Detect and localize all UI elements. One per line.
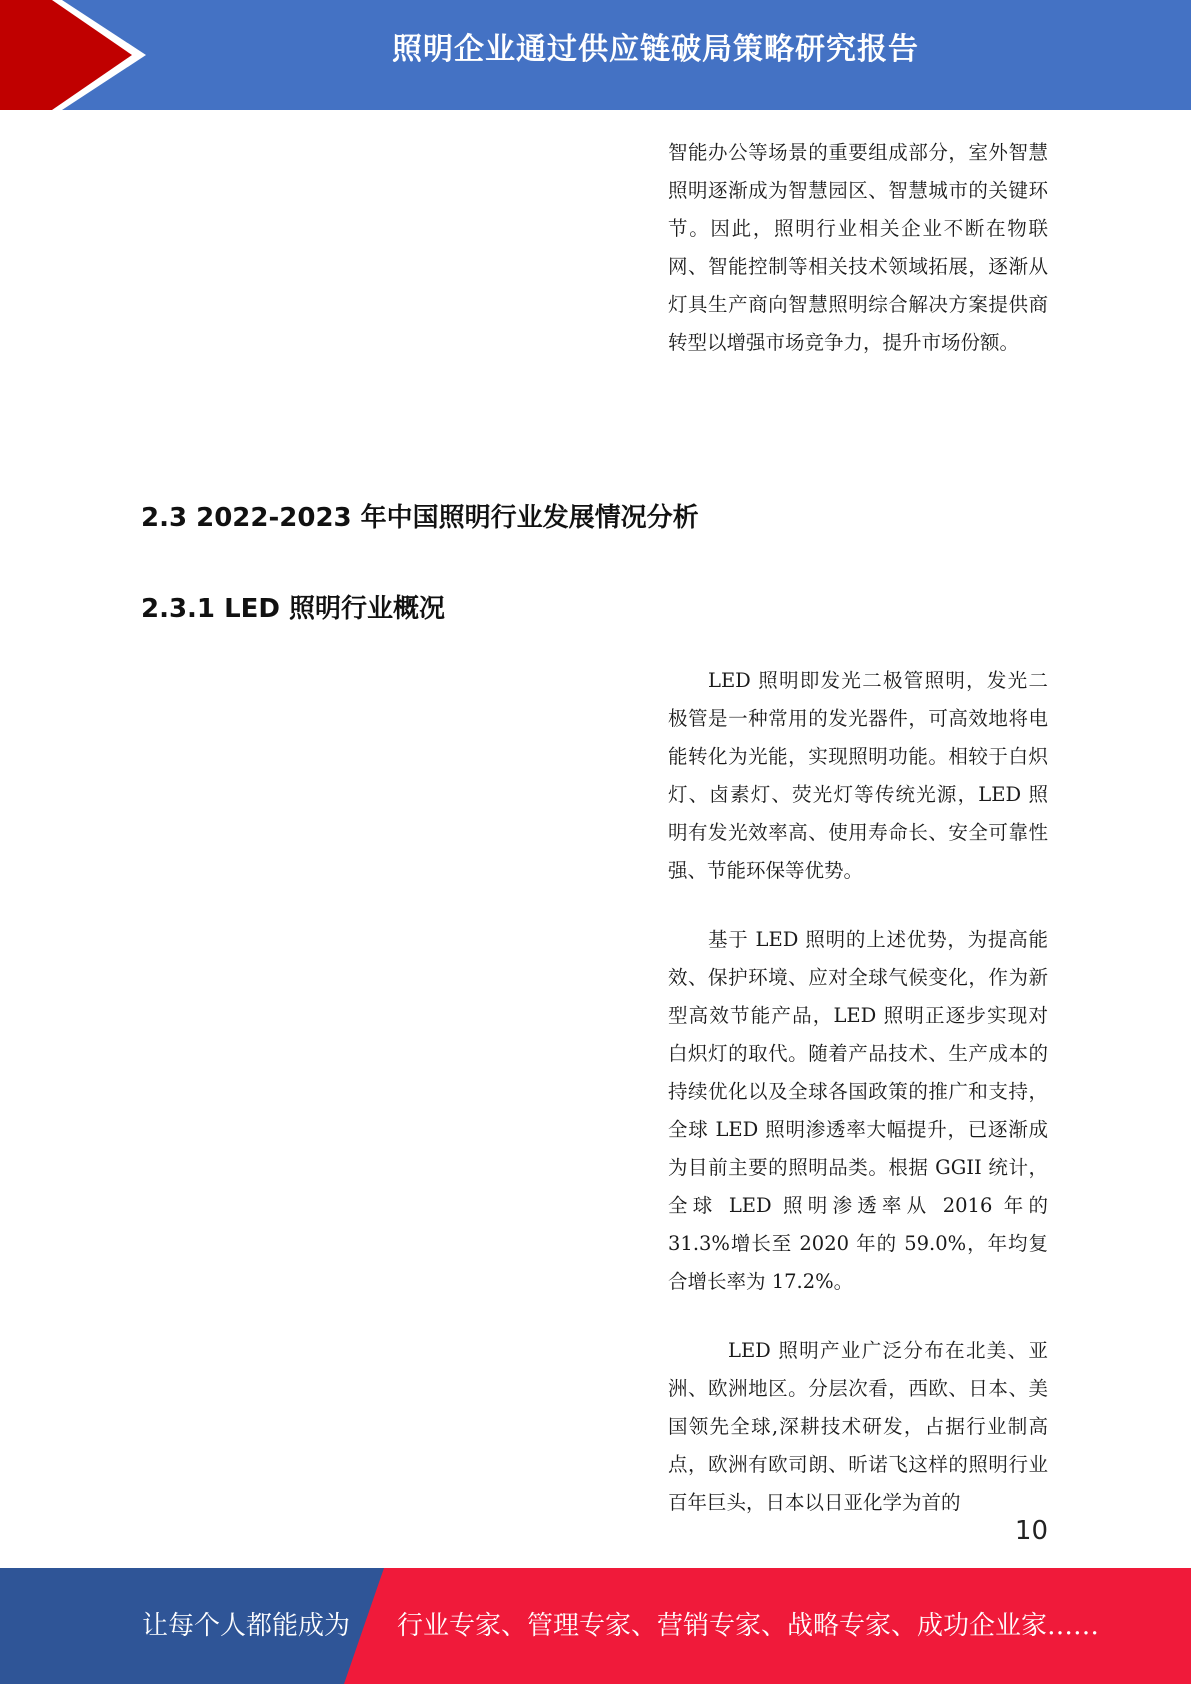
report-title: 照明企业通过供应链破局策略研究报告 <box>392 32 919 67</box>
continued-paragraph <box>668 134 1048 362</box>
paragraph-3-text: LED 照明产业广泛分布在北美、亚洲、欧洲地区。分层次看，西欧、日本、美国领先全球,深耕技术研发，占据行业制高点，欧洲有欧司朗、昕诺飞这样的照明行业百年巨头，日本以日亚化学为首的 <box>668 1339 1048 1514</box>
body-paragraph-3 <box>668 1332 1048 1522</box>
paragraph-continued-text: 智能办公等场景的重要组成部分，室外智慧照明逐渐成为智慧园区、智慧城市的关键环节。因此，照明行业相关企业不断在物联网、智能控制等相关技术领域拓展，逐渐从灯具生产商向智慧照明综合解决方案提供商转型以增强市场竞争力，提升市场份额。 <box>668 141 1048 354</box>
body-paragraph-2 <box>668 921 1048 1301</box>
section-heading: 2.3 2022-2023 年中国照明行业发展情况分析 <box>141 503 699 533</box>
body-paragraph-1 <box>668 662 1048 890</box>
footer-slogan-left: 让每个人都能成为 <box>142 1611 351 1641</box>
chevron-arrow-icon <box>0 0 160 110</box>
paragraph-2-text: 基于 LED 照明的上述优势，为提高能效、保护环境、应对全球气候变化，作为新型高效节能产品，LED 照明正逐步实现对白炽灯的取代。随着产品技术、生产成本的持续优化以及全球各国政策的推广和支持，全球 LED 照明渗透率大幅提升，已逐渐成为目前主要的照明品类。根据 GGII 统计，全球 LED 照明渗透率从 2016 年的 31.3%增长至 2020 年的 59.0%，年均复合增长率为 17.2%。 <box>668 928 1048 1293</box>
page-header <box>0 0 1191 110</box>
page-footer <box>0 1568 1191 1684</box>
paragraph-1-text: LED 照明即发光二极管照明，发光二极管是一种常用的发光器件，可高效地将电能转化为光能，实现照明功能。相较于白炽灯、卤素灯、荧光灯等传统光源，LED 照明有发光效率高、使用寿命长、安全可靠性强、节能环保等优势。 <box>668 669 1048 882</box>
page-number: 10 <box>1014 1516 1048 1546</box>
subsection-heading: 2.3.1 LED 照明行业概况 <box>141 594 446 624</box>
footer-slogan-right: 行业专家、管理专家、营销专家、战略专家、成功企业家…… <box>397 1611 1100 1641</box>
